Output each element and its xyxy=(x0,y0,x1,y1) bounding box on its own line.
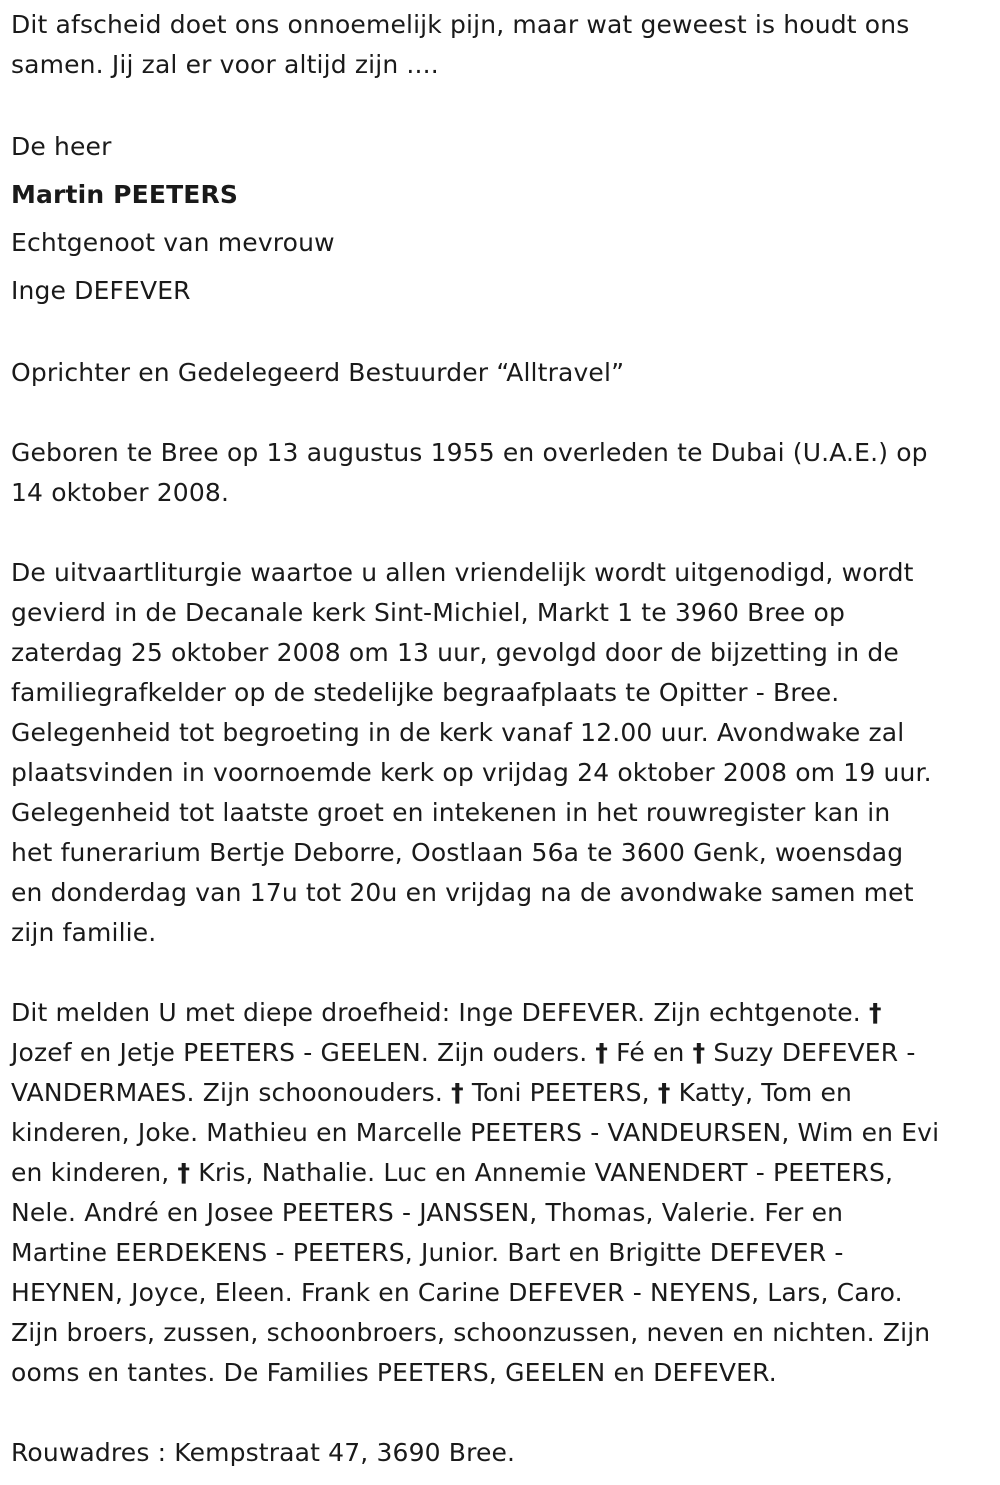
funeral-line: het funerarium Bertje Deborre, Oostlaan 56a te 3600 Genk, woensdag xyxy=(11,838,904,867)
spacer xyxy=(11,953,991,993)
funeral-line: en donderdag van 17u tot 20u en vrijdag na de avondwake samen met xyxy=(11,878,914,907)
intro-text xyxy=(11,5,991,85)
family-text: Zijn broers, zussen, schoonbroers, schoonzussen, neven en nichten. Zijn xyxy=(11,1318,931,1347)
spacer xyxy=(11,315,991,353)
family-text: Martine EERDEKENS - PEETERS, Junior. Bart en Brigitte DEFEVER - xyxy=(11,1238,844,1267)
family-text: Jozef en Jetje PEETERS - GEELEN. Zijn ouders. xyxy=(11,1038,588,1067)
family-paragraph xyxy=(11,993,991,1393)
birth-death-paragraph xyxy=(11,433,991,513)
deceased-name: Martin PEETERS xyxy=(11,180,239,209)
funeral-line: plaatsvinden in voornoemde kerk op vrijdag 24 oktober 2008 om 19 uur. xyxy=(11,758,932,787)
funeral-line: zaterdag 25 oktober 2008 om 13 uur, gevolgd door de bijzetting in de xyxy=(11,638,899,667)
cross-icon: † xyxy=(692,1038,706,1067)
cross-icon: † xyxy=(657,1078,671,1107)
family-text: HEYNEN, Joyce, Eleen. Frank en Carine DEFEVER - NEYENS, Lars, Caro. xyxy=(11,1278,903,1307)
spacer xyxy=(11,513,991,553)
cross-icon: † xyxy=(451,1078,464,1107)
funeral-line: De uitvaartliturgie waartoe u allen vriendelijk wordt uitgenodigd, wordt xyxy=(11,558,914,587)
intro-line-1: Dit afscheid doet ons onnoemelijk pijn, maar wat geweest is houdt ons xyxy=(11,10,910,39)
family-text: Nele. André en Josee PEETERS - JANSSEN, Thomas, Valerie. Fer en xyxy=(11,1198,844,1227)
funeral-line: Gelegenheid tot begroeting in de kerk vanaf 12.00 uur. Avondwake zal xyxy=(11,718,905,747)
funeral-line: gevierd in de Decanale kerk Sint-Michiel, Markt 1 te 3960 Bree op xyxy=(11,598,845,627)
mourning-address: Rouwadres : Kempstraat 47, 3690 Bree. xyxy=(11,1438,516,1467)
spacer xyxy=(11,85,991,123)
funeral-line: zijn familie. xyxy=(11,918,157,947)
family-text: Suzy DEFEVER - xyxy=(713,1038,916,1067)
family-text: kinderen, Joke. Mathieu en Marcelle PEETERS - VANDEURSEN, Wim en Evi xyxy=(11,1118,940,1147)
family-text: Kris, Nathalie. Luc en Annemie VANENDERT - PEETERS, xyxy=(198,1158,894,1187)
title-line: De heer xyxy=(11,132,112,161)
funeral-paragraph xyxy=(11,553,991,953)
funeral-line: familiegrafkelder op de stedelijke begraafplaats te Opitter - Bree. xyxy=(11,678,840,707)
birth-death-line: 14 oktober 2008. xyxy=(11,478,230,507)
intro-line-2: samen. Jij zal er voor altijd zijn .... xyxy=(11,50,439,79)
family-text: en kinderen, xyxy=(11,1158,170,1187)
role-line: Oprichter en Gedelegeerd Bestuurder “Alltravel” xyxy=(11,358,625,387)
family-text: Katty, Tom en xyxy=(678,1078,853,1107)
family-text: VANDERMAES. Zijn schoonouders. xyxy=(11,1078,443,1107)
spouse-label: Echtgenoot van mevrouw xyxy=(11,228,335,257)
cross-icon: † xyxy=(177,1158,191,1187)
spouse-name: Inge DEFEVER xyxy=(11,276,191,305)
cross-icon: † xyxy=(595,1038,609,1067)
spacer xyxy=(11,1393,991,1433)
family-text: Fé en xyxy=(616,1038,685,1067)
cross-icon: † xyxy=(869,998,882,1027)
birth-death-line: Geboren te Bree op 13 augustus 1955 en overleden te Dubai (U.A.E.) op xyxy=(11,438,928,467)
family-text: Toni PEETERS, xyxy=(471,1078,650,1107)
spacer xyxy=(11,393,991,433)
family-text: Dit melden U met diepe droefheid: Inge DEFEVER. Zijn echtgenote. xyxy=(11,998,861,1027)
funeral-line: Gelegenheid tot laatste groet en intekenen in het rouwregister kan in xyxy=(11,798,891,827)
family-text: ooms en tantes. De Families PEETERS, GEELEN en DEFEVER. xyxy=(11,1358,777,1387)
obituary-document xyxy=(11,5,991,1473)
